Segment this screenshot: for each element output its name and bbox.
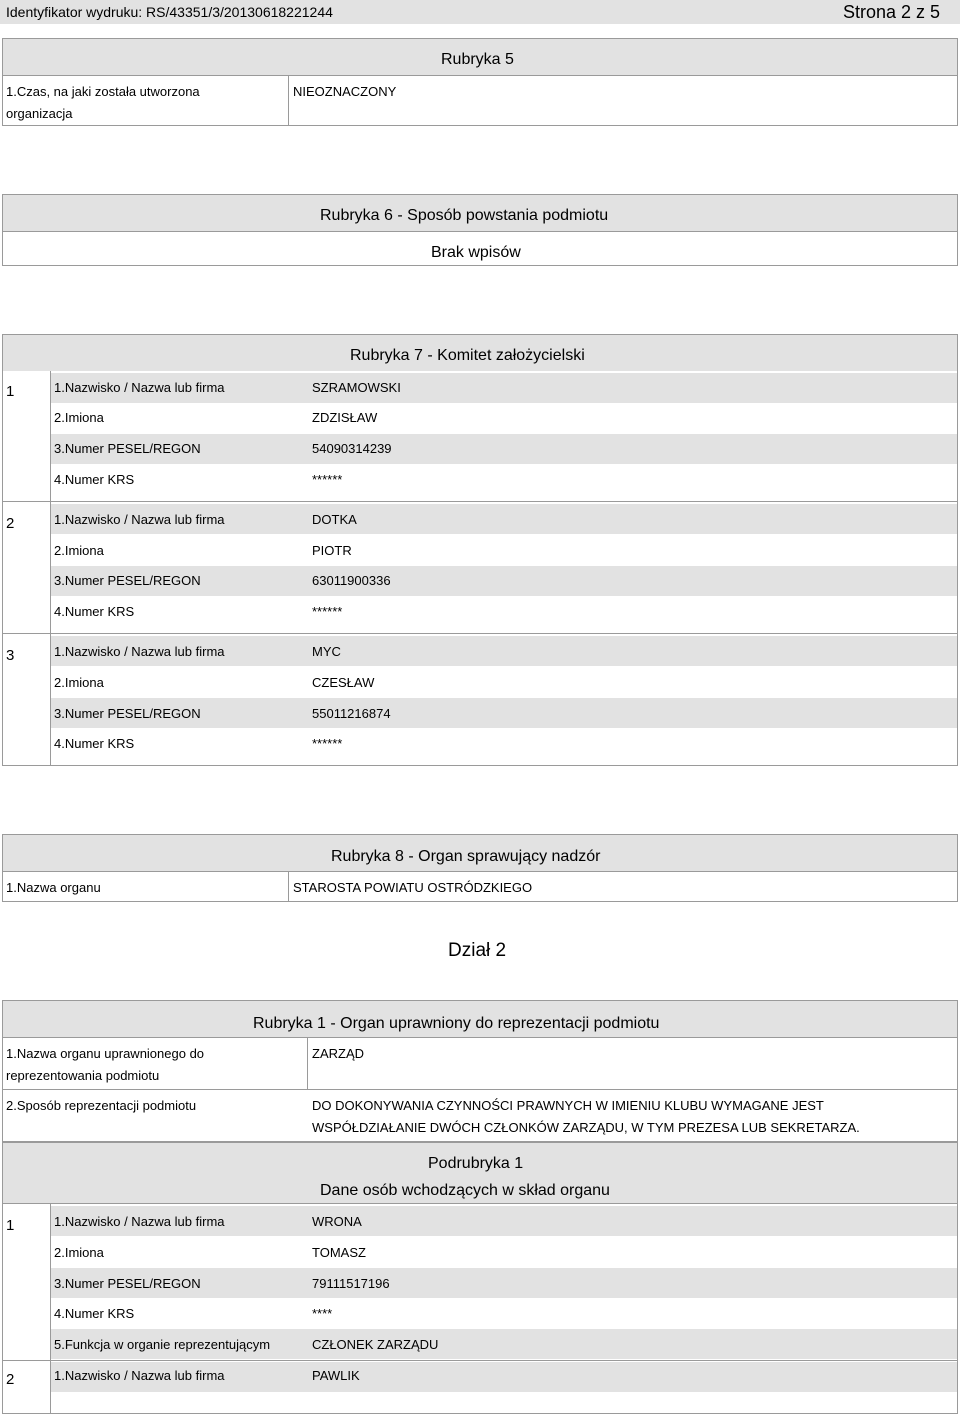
representation-value: DO DOKONYWANIA CZYNNOŚCI PRAWNYCH W IMIENIU KLUBU WYMAGANE JEST [312, 1098, 824, 1113]
pesel-value: 79111517196 [312, 1276, 390, 1291]
name-value: WRONA [312, 1214, 362, 1229]
krs-value: ****** [312, 604, 343, 619]
name-value: MYC [312, 644, 341, 659]
krs-value: ****** [312, 736, 343, 751]
krs-label: 4.Numer KRS [54, 736, 135, 751]
krs-value: **** [312, 1306, 333, 1321]
duration-label-2: organizacja [6, 106, 73, 121]
divider [307, 1037, 308, 1089]
divider [3, 871, 957, 872]
name-value: DOTKA [312, 512, 357, 527]
divider [288, 871, 289, 901]
krs-label: 4.Numer KRS [54, 1306, 135, 1321]
page-number: Strona 2 z 5 [842, 2, 940, 22]
dzial-2-title: Dział 2 [448, 940, 507, 961]
podrubryka-1-subtitle: Dane osób wchodzących w skład organu [320, 1182, 610, 1199]
divider [288, 75, 289, 125]
podrubryka-1-title: Podrubryka 1 [428, 1155, 524, 1172]
duration-value: NIEOZNACZONY [293, 84, 397, 99]
name-label: 1.Nazwisko / Nazwa lub firma [54, 512, 225, 527]
pesel-label: 3.Numer PESEL/REGON [54, 1276, 201, 1291]
person-number: 2 [6, 1371, 15, 1388]
pesel-label: 3.Numer PESEL/REGON [54, 573, 201, 588]
krs-label: 4.Numer KRS [54, 604, 135, 619]
divider [3, 75, 957, 76]
first-name-label: 2.Imiona [54, 1245, 104, 1260]
supervisor-label: 1.Nazwa organu [6, 880, 101, 895]
name-label: 1.Nazwisko / Nazwa lub firma [54, 1368, 225, 1383]
name-value: SZRAMOWSKI [312, 380, 401, 395]
function-value: CZŁONEK ZARZĄDU [312, 1337, 439, 1352]
no-entries-text: Brak wpisów [431, 244, 521, 261]
pesel-value: 55011216874 [312, 706, 391, 721]
divider [3, 633, 957, 634]
first-name-label: 2.Imiona [54, 675, 104, 690]
name-label: 1.Nazwisko / Nazwa lub firma [54, 644, 225, 659]
first-name-value: ZDZISŁAW [312, 410, 378, 425]
function-label: 5.Funkcja w organie reprezentującym [54, 1337, 271, 1352]
name-label: 1.Nazwisko / Nazwa lub firma [54, 380, 225, 395]
krs-label: 4.Numer KRS [54, 472, 135, 487]
rubryka-1-title: Rubryka 1 - Organ uprawniony do reprezentacji podmiotu [253, 1015, 660, 1032]
pesel-label: 3.Numer PESEL/REGON [54, 706, 201, 721]
rubryka-5-title: Rubryka 5 [441, 51, 514, 68]
member-number: 2 [6, 515, 15, 532]
divider [3, 231, 957, 232]
pesel-label: 3.Numer PESEL/REGON [54, 441, 201, 456]
first-name-value: PIOTR [312, 543, 352, 558]
name-value: PAWLIK [312, 1368, 360, 1383]
supervisor-value: STAROSTA POWIATU OSTRÓDZKIEGO [293, 880, 533, 895]
divider [3, 1089, 957, 1090]
name-label: 1.Nazwisko / Nazwa lub firma [54, 1214, 225, 1229]
person-number: 1 [6, 1217, 15, 1234]
print-identifier: Identyfikator wydruku: RS/43351/3/20130618221244 [6, 4, 333, 20]
first-name-label: 2.Imiona [54, 543, 104, 558]
rubryka-6-title: Rubryka 6 - Sposób powstania podmiotu [320, 207, 609, 224]
divider [3, 1360, 957, 1361]
divider [3, 1203, 957, 1204]
divider [3, 501, 957, 502]
first-name-value: TOMASZ [312, 1245, 366, 1260]
representation-label: 2.Sposób reprezentacji podmiotu [6, 1098, 197, 1113]
organ-value: ZARZĄD [312, 1046, 364, 1061]
divider [3, 1037, 957, 1038]
duration-label: 1.Czas, na jaki została utworzona [6, 84, 200, 99]
rubryka-7-title: Rubryka 7 - Komitet założycielski [350, 347, 585, 364]
member-number: 3 [6, 647, 15, 664]
pesel-value: 63011900336 [312, 573, 391, 588]
krs-value: ****** [312, 472, 343, 487]
representation-value-2: WSPÓŁDZIAŁANIE DWÓCH CZŁONKÓW ZARZĄDU, W TYM PREZESA LUB SEKRETARZA. [312, 1120, 860, 1135]
organ-label: 1.Nazwa organu uprawnionego do [6, 1046, 205, 1061]
rubryka-8-title: Rubryka 8 - Organ sprawujący nadzór [331, 848, 601, 865]
first-name-label: 2.Imiona [54, 410, 104, 425]
first-name-value: CZESŁAW [312, 675, 375, 690]
organ-label-2: reprezentowania podmiotu [6, 1068, 160, 1083]
pesel-value: 54090314239 [312, 441, 392, 456]
member-number: 1 [6, 383, 15, 400]
